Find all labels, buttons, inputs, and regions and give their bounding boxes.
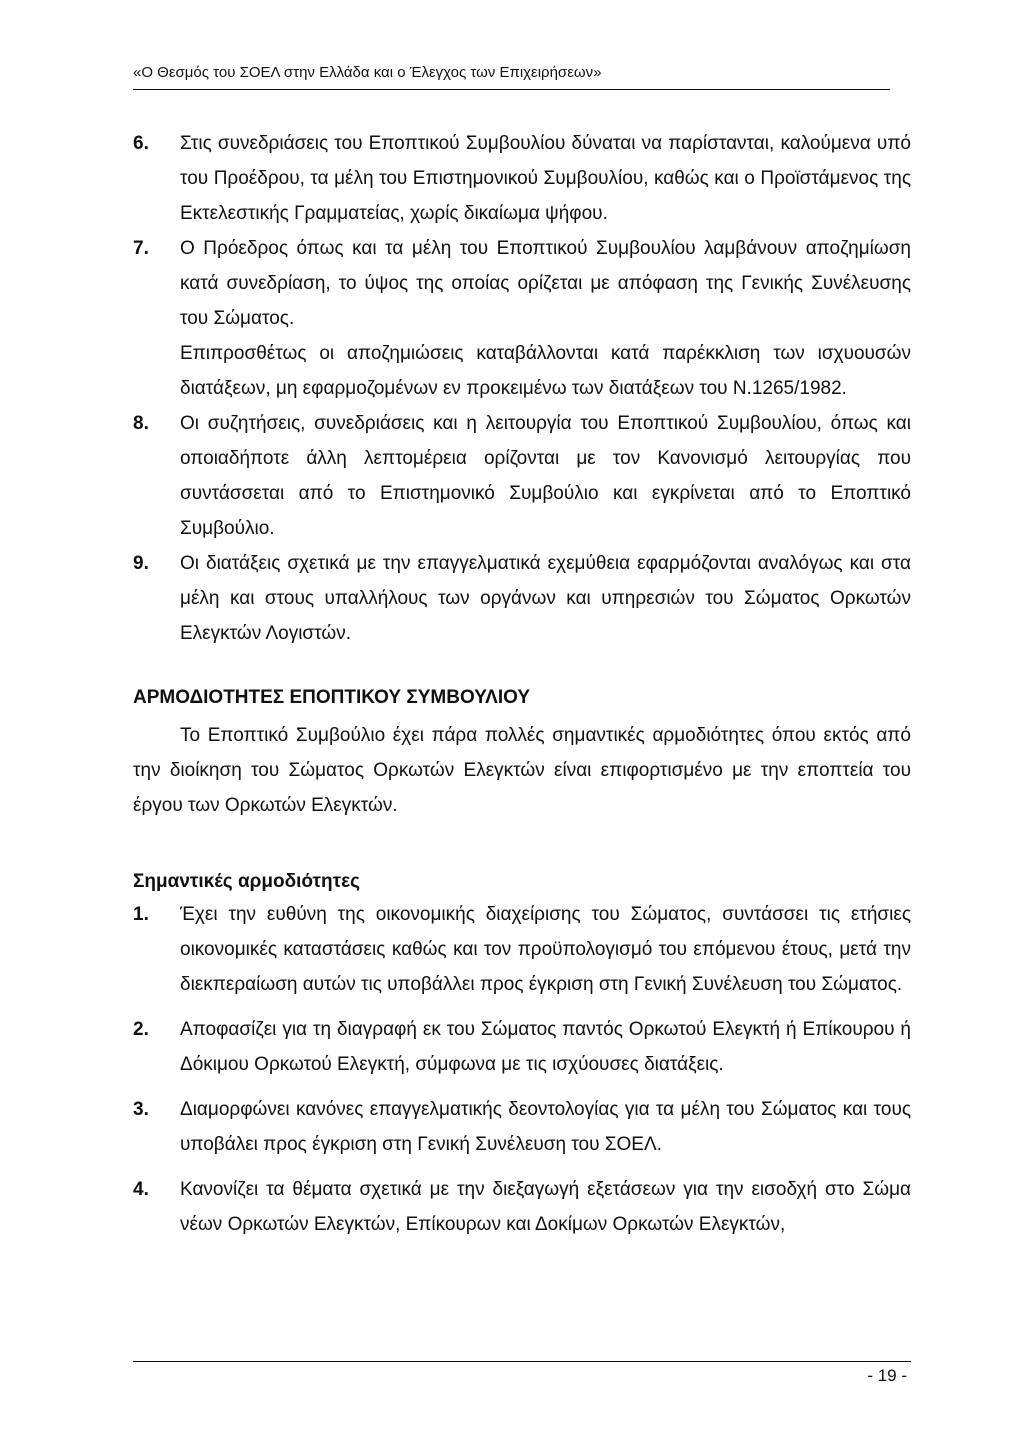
duty-text: Έχει την ευθύνη της οικονομικής διαχείρισης του Σώματος, συντάσσει τις ετήσιες οικονομικές καταστάσεις καθώς και τον προϋπολογισμό του επόμενου έτους, μετά την διεκπεραίωση αυτών τις υποβάλλει προς έγκριση στη Γενική Συνέλευση του Σώματος. (180, 904, 911, 995)
subsection-heading: Σημαντικές αρμοδιότητες (133, 871, 360, 892)
item-text: Ο Πρόεδρος όπως και τα μέλη του Εποπτικού Συμβουλίου λαμβάνουν αποζημίωση κατά συνεδρίαση, το ύψος της οποίας ορίζεται με απόφαση της Γενικής Συνέλευσης του Σώματος. (180, 238, 911, 329)
numbered-item (133, 406, 911, 546)
numbered-item (133, 231, 911, 406)
duty-item (133, 1012, 911, 1082)
item-text: Στις συνεδριάσεις του Εποπτικού Συμβουλίου δύναται να παρίστανται, καλούμενα υπό του Προέδρου, τα μέλη του Επιστημονικού Συμβουλίου, καθώς και ο Προϊστάμενος της Εκτελεστικής Γραμματείας, χωρίς δικαίωμα ψήφου. (180, 133, 911, 224)
item-number: 7. (133, 238, 149, 259)
duty-number: 3. (133, 1099, 149, 1120)
duty-text: Κανονίζει τα θέματα σχετικά με την διεξαγωγή εξετάσεων για την εισοδχή στο Σώμα νέων Ορκωτών Ελεγκτών, Επίκουρων και Δοκίμων Ορκωτών Ελεγκτών, (180, 1179, 911, 1235)
document-body (133, 126, 911, 1242)
running-header: «Ο Θεσμός του ΣΟΕΛ στην Ελλάδα και ο Έλεγχος των Επιχειρήσεων» (133, 64, 890, 90)
footer-divider (133, 1361, 911, 1362)
duty-item (133, 897, 911, 1002)
duty-item (133, 1172, 911, 1242)
duty-number: 2. (133, 1019, 149, 1040)
item-number: 6. (133, 133, 149, 154)
intro-paragraph: Το Εποπτικό Συμβούλιο έχει πάρα πολλές σημαντικές αρμοδιότητες όπου εκτός από την διοίκηση του Σώματος Ορκωτών Ελεγκτών είναι επιφορτισμένο με την εποπτεία του έργου των Ορκωτών Ελεγκτών. (133, 725, 911, 816)
page-number: - 19 - (867, 1366, 907, 1385)
duty-item (133, 1092, 911, 1162)
numbered-item (133, 126, 911, 231)
item-number: 9. (133, 553, 149, 574)
item-text-continued: Επιπροσθέτως οι αποζημιώσεις καταβάλλονται κατά παρέκκλιση των ισχυουσών διατάξεων, μη εφαρμοζομένων εν προκειμένω των διατάξεων του Ν.1265/1982. (180, 343, 911, 399)
section-heading: ΑΡΜΟΔΙΟΤΗΤΕΣ ΕΠΟΠΤΙΚΟΥ ΣΥΜΒΟΥΛΙΟΥ (133, 687, 531, 708)
item-text: Οι διατάξεις σχετικά με την επαγγελματικά εχεμύθεια εφαρμόζονται αναλόγως και στα μέλη και στους υπαλλήλους των οργάνων και υπηρεσιών του Σώματος Ορκωτών Ελεγκτών Λογιστών. (180, 553, 911, 644)
duty-number: 1. (133, 904, 149, 925)
numbered-item (133, 546, 911, 651)
duty-text: Διαμορφώνει κανόνες επαγγελματικής δεοντολογίας για τα μέλη του Σώματος και τους υποβάλει προς έγκριση στη Γενική Συνέλευση του ΣΟΕΛ. (180, 1099, 911, 1155)
duty-number: 4. (133, 1179, 149, 1200)
item-text: Οι συζητήσεις, συνεδριάσεις και η λειτουργία του Εποπτικού Συμβουλίου, όπως και οποιαδήποτε άλλη λεπτομέρεια ορίζονται με τον Κανονισμό λειτουργίας που συντάσσεται από το Επιστημονικό Συμβούλιο και εγκρίνεται από το Εποπτικό Συμβούλιο. (180, 413, 911, 539)
duty-text: Αποφασίζει για τη διαγραφή εκ του Σώματος παντός Ορκωτού Ελεγκτή ή Επίκουρου ή Δόκιμου Ορκωτού Ελεγκτή, σύμφωνα με τις ισχύουσες διατάξεις. (180, 1019, 911, 1075)
item-number: 8. (133, 413, 149, 434)
